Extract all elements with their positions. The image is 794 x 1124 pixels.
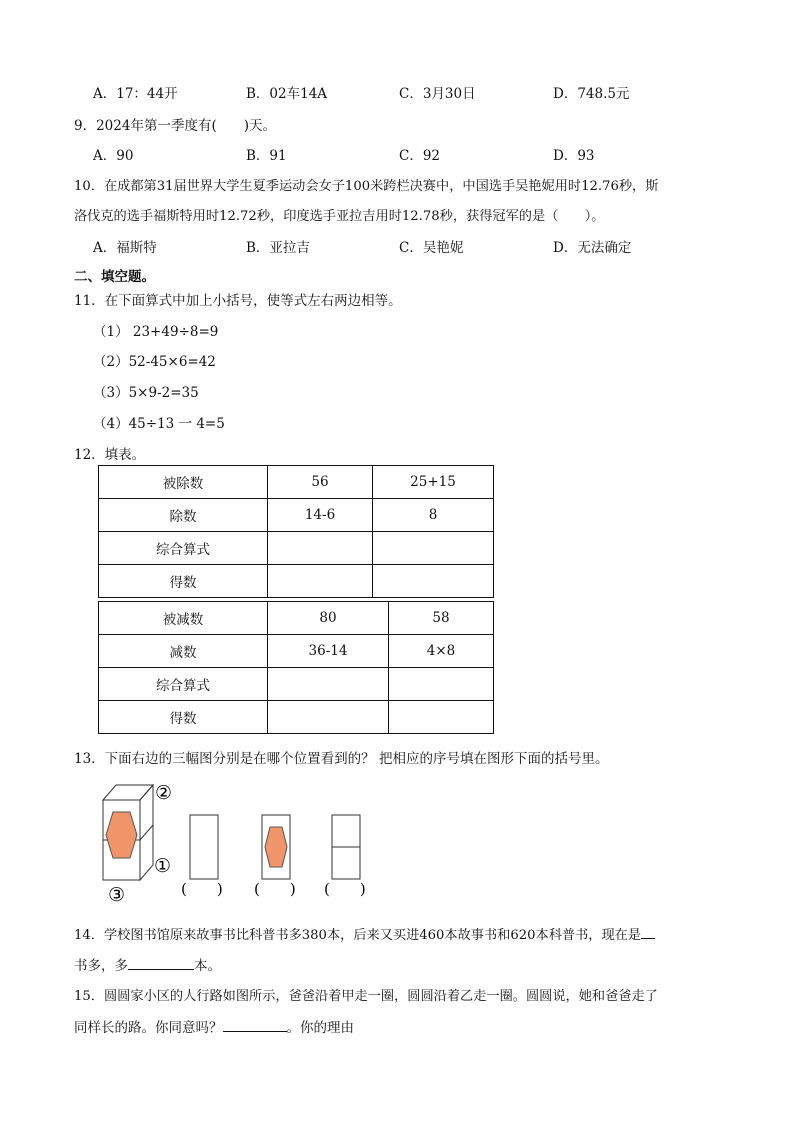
table-row xyxy=(99,668,494,701)
answer-cell[interactable] xyxy=(373,532,494,565)
table-row xyxy=(99,602,494,635)
division-table xyxy=(98,465,494,598)
table-header-cell: 综合算式 xyxy=(99,668,268,701)
q11-item-1: （1） 23+49÷8=9 xyxy=(93,324,219,340)
answer-cell[interactable] xyxy=(268,565,373,598)
q10-stem-line2: 洛伐克的选手福斯特用时12.72秒，印度选手亚拉吉用时12.78秒，获得冠军的是（ ）。 xyxy=(74,209,605,224)
q10-option-d[interactable]: D．无法确定 xyxy=(553,240,632,256)
q14-text-b: 本。 xyxy=(194,958,221,974)
q14-blank-1[interactable] xyxy=(641,938,655,939)
q11-item-4: （4）45÷13 一 4=5 xyxy=(93,416,225,432)
table-row xyxy=(99,565,494,598)
q15-text-a: 同样长的路。你同意吗？ xyxy=(74,1020,223,1036)
q10-option-b[interactable]: B．亚拉吉 xyxy=(246,240,310,256)
table-cell: 56 xyxy=(268,466,373,499)
table-header-cell: 除数 xyxy=(99,499,268,532)
answer-cell[interactable] xyxy=(268,701,389,734)
q13-stem: 13．下面右边的三幅图分别是在哪个位置看到的？ 把相应的序号填在图形下面的括号里。 xyxy=(74,751,609,767)
q9-option-b[interactable]: B．91 xyxy=(246,148,287,164)
marker-front: ③ xyxy=(108,884,126,906)
view-2-hexagon xyxy=(265,827,287,867)
q14-line1 xyxy=(74,924,655,943)
q11-stem: 11．在下面算式中加上小括号，使等式左右两边相等。 xyxy=(74,293,402,309)
q15-text-b: 。你的理由 xyxy=(286,1020,354,1036)
q15-blank[interactable] xyxy=(223,1031,287,1032)
marker-top: ② xyxy=(155,782,173,804)
q14-blank-2[interactable] xyxy=(128,969,194,970)
table-header-cell: 综合算式 xyxy=(99,532,268,565)
table-cell: 36-14 xyxy=(268,635,389,668)
q10-option-a[interactable]: A．福斯特 xyxy=(93,240,157,256)
q11-item-3: （3）5×9-2=35 xyxy=(93,385,199,401)
table-row xyxy=(99,499,494,532)
table-header-cell: 减数 xyxy=(99,635,268,668)
q14-text: 14．学校图书馆原来故事书比科普书多380本，后来又买进460本故事书和620本科普书，现在是 xyxy=(74,928,642,943)
q10-stem-line1: 10．在成都第31届世界大学生夏季运动会女子100米跨栏决赛中，中国选手吴艳妮用时12.76秒，斯 xyxy=(74,179,659,194)
table-cell: 58 xyxy=(389,602,494,635)
table-row xyxy=(99,635,494,668)
table-cell: 14-6 xyxy=(268,499,373,532)
answer-cell[interactable] xyxy=(268,532,373,565)
table-header-cell: 被减数 xyxy=(99,602,268,635)
q8-option-b[interactable]: B．02车14A xyxy=(246,86,328,102)
answer-paren-2[interactable]: ( ) xyxy=(254,880,296,898)
q11-item-2: （2）52-45×6=42 xyxy=(93,354,216,370)
table-cell: 4×8 xyxy=(389,635,494,668)
table-cell: 25+15 xyxy=(373,466,494,499)
table-cell: 8 xyxy=(373,499,494,532)
table-cell: 80 xyxy=(268,602,389,635)
q15-line1: 15．圆圆家小区的人行路如图所示，爸爸沿着甲走一圈，圆圆沿着乙走一圈。圆圆说，她和爸爸走了 xyxy=(74,989,658,1004)
q8-option-a[interactable]: A．17：44开 xyxy=(93,86,178,102)
answer-cell[interactable] xyxy=(268,668,389,701)
answer-paren-1[interactable]: ( ) xyxy=(181,880,223,898)
section-title: 二、填空题。 xyxy=(74,269,155,285)
q9-option-d[interactable]: D．93 xyxy=(553,148,595,164)
q14-text-a: 书多，多 xyxy=(74,958,128,974)
hexagon-shape xyxy=(106,812,137,858)
table-header-cell: 被除数 xyxy=(99,466,268,499)
subtraction-table xyxy=(98,601,494,734)
q15-line2 xyxy=(74,1016,354,1036)
table-header-cell: 得数 xyxy=(99,565,268,598)
marker-right: ① xyxy=(154,855,172,877)
q14-line2 xyxy=(74,954,221,974)
table-row xyxy=(99,701,494,734)
answer-cell[interactable] xyxy=(389,701,494,734)
answer-cell[interactable] xyxy=(373,565,494,598)
table-row xyxy=(99,532,494,565)
q8-option-c[interactable]: C．3月30日 xyxy=(399,86,476,102)
q10-option-c[interactable]: C．吴艳妮 xyxy=(399,240,464,256)
q8-option-d[interactable]: D．748.5元 xyxy=(553,86,630,102)
view-1-rectangle xyxy=(190,815,218,879)
views-figure xyxy=(95,775,385,910)
q9-option-c[interactable]: C．92 xyxy=(399,148,441,164)
table-row xyxy=(99,466,494,499)
q12-stem: 12．填表。 xyxy=(74,447,146,463)
q9-stem: 9．2024年第一季度有( )天。 xyxy=(74,118,276,134)
table-header-cell: 得数 xyxy=(99,701,268,734)
answer-paren-3[interactable]: ( ) xyxy=(324,880,366,898)
answer-cell[interactable] xyxy=(389,668,494,701)
q9-option-a[interactable]: A．90 xyxy=(93,148,134,164)
